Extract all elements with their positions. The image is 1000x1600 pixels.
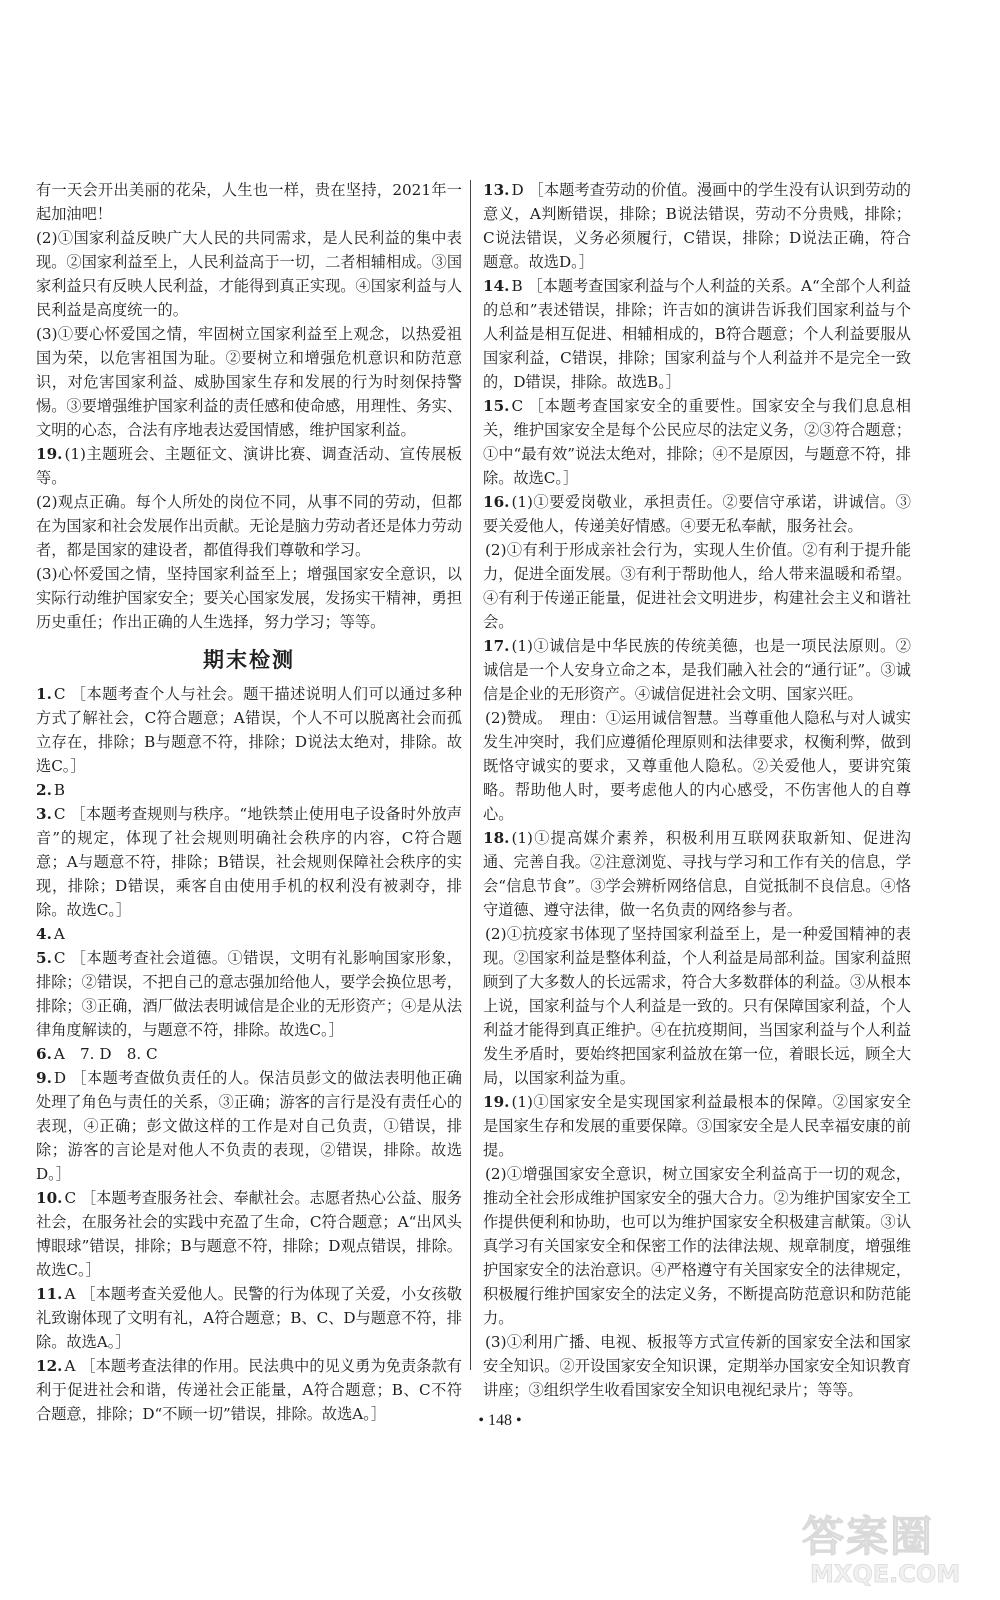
answer-number: 3. xyxy=(36,805,52,823)
answer-item xyxy=(36,682,462,778)
watermark-main-text: 答案圈 xyxy=(802,1512,935,1561)
answer-item xyxy=(36,1066,462,1186)
answer-text: (2)①抗疫家书体现了坚持国家利益至上，是一种爱国精神的表现。②国家利益是整体利益，个人利益是局部利益。国家利益照顾到了大多数人的长远需求，符合大多数群体的利益。③从根本上说，国家利益与个人利益是一致的。只有保障国家利益，个人利益才能得到真正维护。④在抗疫期间，当国家利益与个人利益发生矛盾时，要始终把国家利益放在第一位，着眼长远，顾全大局，以国家利益为重。 xyxy=(483,925,911,1087)
answer-text: (1)①要爱岗敬业，承担责任。②要信守承诺，讲诚信。③要关爱他人，传递美好情感。④要无私奉献，服务社会。 xyxy=(483,493,911,535)
page-number: • 148 • xyxy=(478,1412,522,1429)
answer-text: A ［本题考查关爱他人。民警的行为体现了关爱，小女孩敬礼致谢体现了文明有礼，A符合题意；B、C、D与题意不符，排除。故选A。］ xyxy=(36,1285,462,1351)
answer-text: B ［本题考查国家利益与个人利益的关系。A“全部个人利益的总和”表述错误，排除；许吉如的演讲告诉我们国家利益与个人利益是相互促进、相辅相成的，B符合题意；个人利益要服从国家利益，C错误，排除；国家利益与个人利益并不是完全一致的，D错误，排除。故选B。］ xyxy=(483,277,911,391)
answer-text: (2)①增强国家安全意识，树立国家安全利益高于一切的观念，推动全社会形成维护国家安全的强大合力。②为维护国家安全工作提供便利和协助，也可以为维护国家安全积极建言献策。③认真学习有关国家安全和保密工作的法律法规、规章制度，增强维护国家安全的法治意识。④严格遵守有关国家安全的法律规定，积极履行维护国家安全的法定义务，不断提高防范意识和防范能力。 xyxy=(483,1165,911,1327)
answer-number: 12. xyxy=(36,1357,63,1375)
answer-item xyxy=(36,802,462,922)
right-column xyxy=(483,178,911,1402)
answer-item xyxy=(483,1162,911,1330)
answer-item xyxy=(483,826,911,922)
answer-number: 15. xyxy=(483,397,510,415)
answer-text: C ［本题考查国家安全的重要性。国家安全与我们息息相关，维护国家安全是每个公民应尽的法定义务，②③符合题意；①中“最有效”说法太绝对，排除；④不是原因，与题意不符，排除。故选C。］ xyxy=(483,397,911,487)
answer-number: 19. xyxy=(483,1093,510,1111)
answer-item xyxy=(483,922,911,1090)
answer-number: 4. xyxy=(36,925,52,943)
answer-number: 18. xyxy=(483,829,510,847)
answer-number: 17. xyxy=(483,637,510,655)
answer-number: 9. xyxy=(36,1069,52,1087)
answer-item xyxy=(36,778,462,802)
answer-item xyxy=(483,1330,911,1402)
answer-text: (1)①诚信是中华民族的传统美德，也是一项民法原则。②诚信是一个人安身立命之本，是我们融入社会的“通行证”。③诚信是企业的无形资产。④诚信促进社会文明、国家兴旺。 xyxy=(483,637,911,703)
answer-item xyxy=(36,1042,462,1066)
answer-text: A 7. D 8. C xyxy=(53,1045,158,1063)
answer-item xyxy=(36,946,462,1042)
answer-text: (1)①提高媒介素养，积极利用互联网获取新知、促进沟通、完善自我。②注意浏览、寻找与学习和工作有关的信息，学会“信息节食”。③学会辨析网络信息，自觉抵制不良信息。④恪守道德、遵守法律，做一名负责的网络参与者。 xyxy=(483,829,911,919)
answer-item xyxy=(36,1186,462,1282)
answer-item xyxy=(483,274,911,394)
right-answer-list xyxy=(483,178,911,1402)
column-divider xyxy=(470,180,471,1370)
answer-item xyxy=(483,178,911,274)
answer-number: 1. xyxy=(36,685,52,703)
answer-text: (2)赞成。 理由：①运用诚信智慧。当尊重他人隐私与对人诚实发生冲突时，我们应遵循伦理原则和法律要求，权衡利弊，做到既恪守诚实的要求，又尊重他人隐私。②关爱他人，要讲究策略。帮助他人时，要考虑他人的内心感受，不伤害他人的自尊心。 xyxy=(483,709,911,823)
answer-text: (3)①利用广播、电视、板报等方式宣传新的国家安全法和国家安全知识。②开设国家安全知识课，定期举办国家安全知识教育讲座；③组织学生收看国家安全知识电视纪录片；等等。 xyxy=(483,1333,911,1399)
answer-text: D ［本题考查做负责任的人。保洁员彭文的做法表明他正确处理了角色与责任的关系，③正确；游客的言行是没有责任心的表现，④正确；彭文做这样的工作是对自己负责，①错误，排除；游客的言论是对他人不负责的表现，②错误，排除。故选D。］ xyxy=(36,1069,462,1183)
answer-text: C ［本题考查服务社会、奉献社会。志愿者热心公益、服务社会，在服务社会的实践中充盈了生命，C符合题意；A“出风头博眼球”错误，排除；B与题意不符，排除；D观点错误，排除。故选C。］ xyxy=(36,1189,462,1279)
answer-number: 6. xyxy=(36,1045,52,1063)
q18-part2: (2)①国家利益反映广大人民的共同需求，是人民利益的集中表现。②国家利益至上，人民利益高于一切，二者相辅相成。③国家利益只有反映人民利益，才能得到真正实现。④国家利益与人民利益是高度统一的。 xyxy=(36,229,462,319)
q19-number: 19. xyxy=(36,445,63,463)
answer-item xyxy=(483,394,911,490)
continuation-text: 有一天会开出美丽的花朵，人生也一样，贵在坚持，2021年一起加油吧！ xyxy=(36,181,462,223)
answer-text: B xyxy=(53,781,66,799)
answer-item xyxy=(483,1090,911,1162)
answer-number: 11. xyxy=(36,1285,63,1303)
answer-text: (1)①国家安全是实现国家利益最根本的保障。②国家安全是国家生存和发展的重要保障。③国家安全是人民幸福安康的前提。 xyxy=(483,1093,911,1159)
left-answer-list xyxy=(36,682,462,1426)
q19-part1 xyxy=(36,442,462,490)
answer-text: A xyxy=(53,925,65,943)
answer-number: 14. xyxy=(483,277,510,295)
answer-text: C ［本题考查社会道德。①错误，文明有礼影响国家形象，排除；②错误，不把自己的意志强加给他人，要学会换位思考，排除；③正确，酒厂做法表明诚信是企业的无形资产；④是从法律角度解读的，与题意不符，排除。故选C。］ xyxy=(36,949,462,1039)
watermark-url-text: MXQE.COM xyxy=(810,1560,961,1588)
answer-number: 10. xyxy=(36,1189,63,1207)
answer-number: 5. xyxy=(36,949,52,967)
answer-text: (2)①有利于形成亲社会行为，实现人生价值。②有利于提升能力，促进全面发展。③有利于帮助他人，给人带来温暖和希望。④有利于传递正能量，促进社会文明进步，构建社会主义和谐社会。 xyxy=(483,541,911,631)
answer-text: C ［本题考查个人与社会。题干描述说明人们可以通过多种方式了解社会，C符合题意；A错误，个人不可以脱离社会而孤立存在，排除；B与题意不符，排除；D说法太绝对，排除。故选C。］ xyxy=(36,685,462,775)
answer-number: 2. xyxy=(36,781,52,799)
answer-text: A ［本题考查法律的作用。民法典中的见义勇为免责条款有利于促进社会和谐，传递社会正能量，A符合题意；B、C不符合题意，排除；D“不顾一切”错误，排除。故选A。］ xyxy=(36,1357,462,1423)
answer-number: 16. xyxy=(483,493,510,511)
answer-item xyxy=(36,1282,462,1354)
left-column xyxy=(36,178,462,1426)
q19-part1-text: (1)主题班会、主题征文、演讲比赛、调查活动、宣传展板等。 xyxy=(36,445,462,487)
answer-item xyxy=(483,706,911,826)
answer-item xyxy=(483,490,911,538)
q19-part2: (2)观点正确。每个人所处的岗位不同，从事不同的劳动，但都在为国家和社会发展作出贡献。无论是脑力劳动者还是体力劳动者，都是国家的建设者，都值得我们尊敬和学习。 xyxy=(36,493,462,559)
answer-item xyxy=(483,634,911,706)
q18-part3: (3)①要心怀爱国之情，牢固树立国家利益至上观念，以热爱祖国为荣，以危害祖国为耻。②要树立和增强危机意识和防范意识，对危害国家利益、威胁国家生存和发展的行为时刻保持警惕。③要增强维护国家利益的责任感和使命感，用理性、务实、文明的心态，合法有序地表达爱国情感，维护国家利益。 xyxy=(36,325,462,439)
answer-item xyxy=(483,538,911,634)
answer-text: C ［本题考查规则与秩序。“地铁禁止使用电子设备时外放声音”的规定，体现了社会规则明确社会秩序的内容，C符合题意；A与题意不符，排除；B错误，社会规则保障社会秩序的实现，排除；D错误，乘客自由使用手机的权利没有被剥夺，排除。故选C。］ xyxy=(36,805,462,919)
section-title: 期末检测 xyxy=(203,648,295,672)
q19-part3: (3)心怀爱国之情，坚持国家利益至上；增强国家安全意识，以实际行动维护国家安全；要关心国家发展，发扬实干精神，勇担历史重任；作出正确的人生选择，努力学习；等等。 xyxy=(36,565,462,631)
watermark-logo xyxy=(802,1502,992,1592)
answer-item xyxy=(36,922,462,946)
answer-number: 13. xyxy=(483,181,510,199)
answer-text: D ［本题考查劳动的价值。漫画中的学生没有认识到劳动的意义，A判断错误，排除；B说法错误，劳动不分贵贱，排除；C说法错误，义务必须履行，C错误，排除；D说法正确，符合题意。故选D。］ xyxy=(483,181,911,271)
